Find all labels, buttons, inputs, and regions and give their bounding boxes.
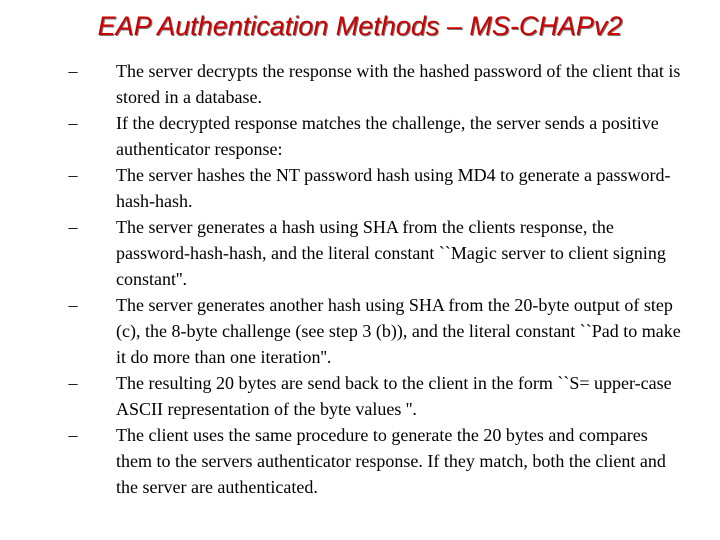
list-item-text: The server decrypts the response with the hashed password of the client that is stored in a database. <box>116 61 681 107</box>
list-item-text: The server generates a hash using SHA from the clients response, the password-hash-hash, and the literal constant ``Magic server to client signing constant''. <box>116 217 666 289</box>
dash-bullet-icon: – <box>68 295 78 315</box>
dash-bullet-icon: – <box>68 425 78 445</box>
list-item <box>0 162 720 214</box>
dash-bullet-icon: – <box>68 113 78 133</box>
dash-bullet-icon: – <box>68 373 78 393</box>
list-item-text: The server hashes the NT password hash using MD4 to generate a password-hash-hash. <box>116 165 671 211</box>
list-item-text: The client uses the same procedure to generate the 20 bytes and compares them to the servers authenticator response. If they match, both the client and the server are authenticated. <box>116 425 666 497</box>
list-item <box>0 370 720 422</box>
list-item <box>0 422 720 500</box>
slide-title: EAP Authentication Methods – MS-CHAPv2 <box>97 11 623 41</box>
list-item <box>0 110 720 162</box>
list-item-text: The server generates another hash using SHA from the 20-byte output of step (c), the 8-byte challenge (see step 3 (b)), and the literal constant ``Pad to make it do more than one iteration''. <box>116 295 681 367</box>
list-item-text: The resulting 20 bytes are send back to the client in the form ``S= upper-case ASCII representation of the byte values ''. <box>116 373 672 419</box>
list-item <box>0 214 720 292</box>
list-item <box>0 292 720 370</box>
list-item-text: If the decrypted response matches the challenge, the server sends a positive authenticator response: <box>116 113 659 159</box>
dash-bullet-icon: – <box>68 165 78 185</box>
list-item <box>0 58 720 110</box>
dash-bullet-icon: – <box>68 61 78 81</box>
bullet-list <box>0 58 720 500</box>
dash-bullet-icon: – <box>68 217 78 237</box>
